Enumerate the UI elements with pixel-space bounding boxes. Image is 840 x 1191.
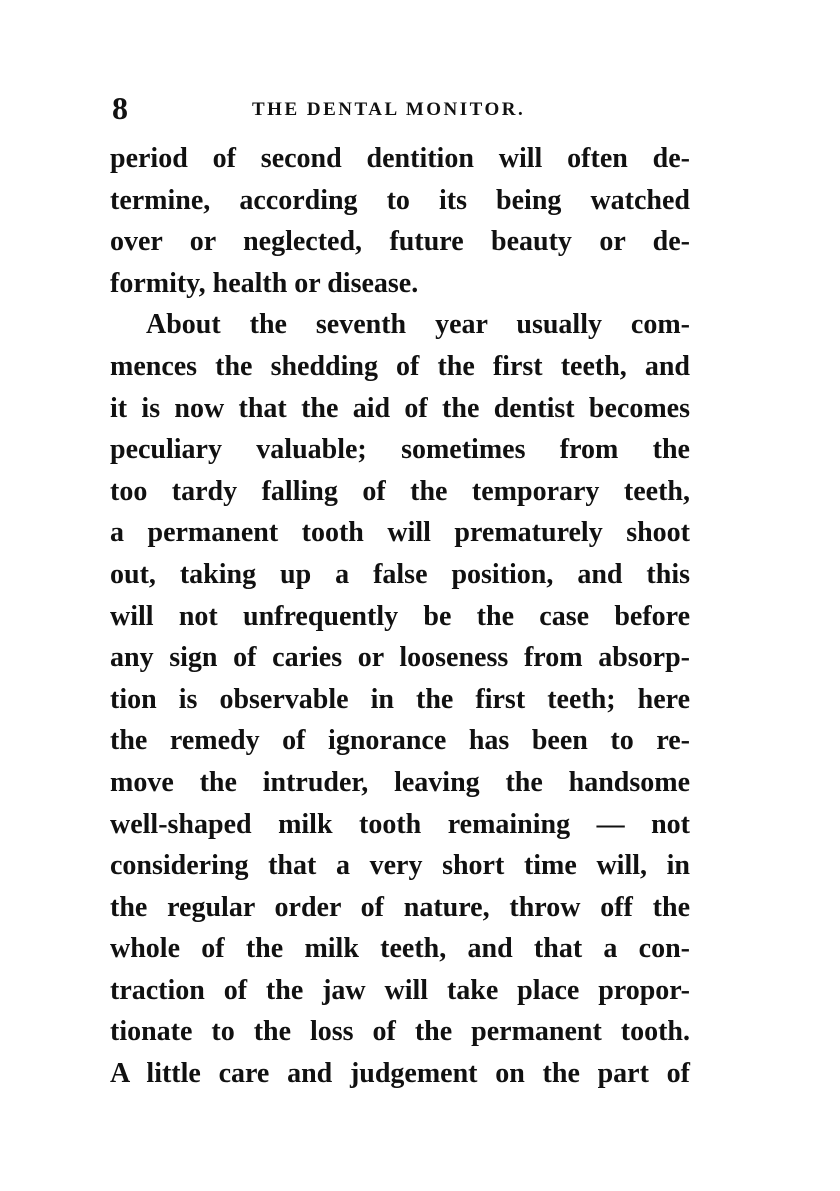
text-line: too tardy falling of the temporary teeth,: [110, 475, 690, 507]
text-line: considering that a very short time will, in: [110, 850, 690, 882]
text-line: period of second dentition will often de-: [110, 143, 690, 174]
paragraph-1: [110, 138, 690, 304]
text-line: tion is observable in the first teeth; here: [110, 683, 690, 715]
text-line: the remedy of ignorance has been to re-: [110, 725, 690, 757]
running-head: THE DENTAL MONITOR.: [252, 99, 526, 120]
text-line: will not unfrequently be the case before: [110, 600, 690, 632]
text-line: it is now that the aid of the dentist becomes: [110, 392, 690, 424]
text-line: termine, according to its being watched: [110, 184, 690, 216]
text-line: any sign of caries or looseness from absorp-: [110, 642, 690, 674]
text-line: traction of the jaw will take place propor-: [110, 974, 690, 1006]
text-line: a permanent tooth will prematurely shoot: [110, 517, 690, 549]
page-header: [110, 90, 690, 130]
paragraph-2: [110, 304, 690, 1094]
text-line: well-shaped milk tooth remaining — not: [110, 808, 690, 840]
text-line: formity, health or disease.: [110, 267, 419, 299]
text-line: peculiary valuable; sometimes from the: [110, 434, 690, 466]
text-line: move the intruder, leaving the handsome: [110, 766, 690, 798]
text-line: mences the shedding of the first teeth, and: [110, 350, 690, 382]
text-line: out, taking up a false position, and this: [110, 558, 690, 590]
body-text: [110, 138, 690, 1095]
text-line: whole of the milk teeth, and that a con-: [110, 933, 690, 965]
text-line: the regular order of nature, throw off the: [110, 891, 690, 923]
text-line: tionate to the loss of the permanent tooth.: [110, 1016, 690, 1048]
text-line: over or neglected, future beauty or de-: [110, 226, 690, 258]
page-number: 8: [112, 90, 128, 126]
text-line: A little care and judgement on the part of: [110, 1058, 690, 1090]
text-line: About the seventh year usually com-: [146, 309, 690, 341]
